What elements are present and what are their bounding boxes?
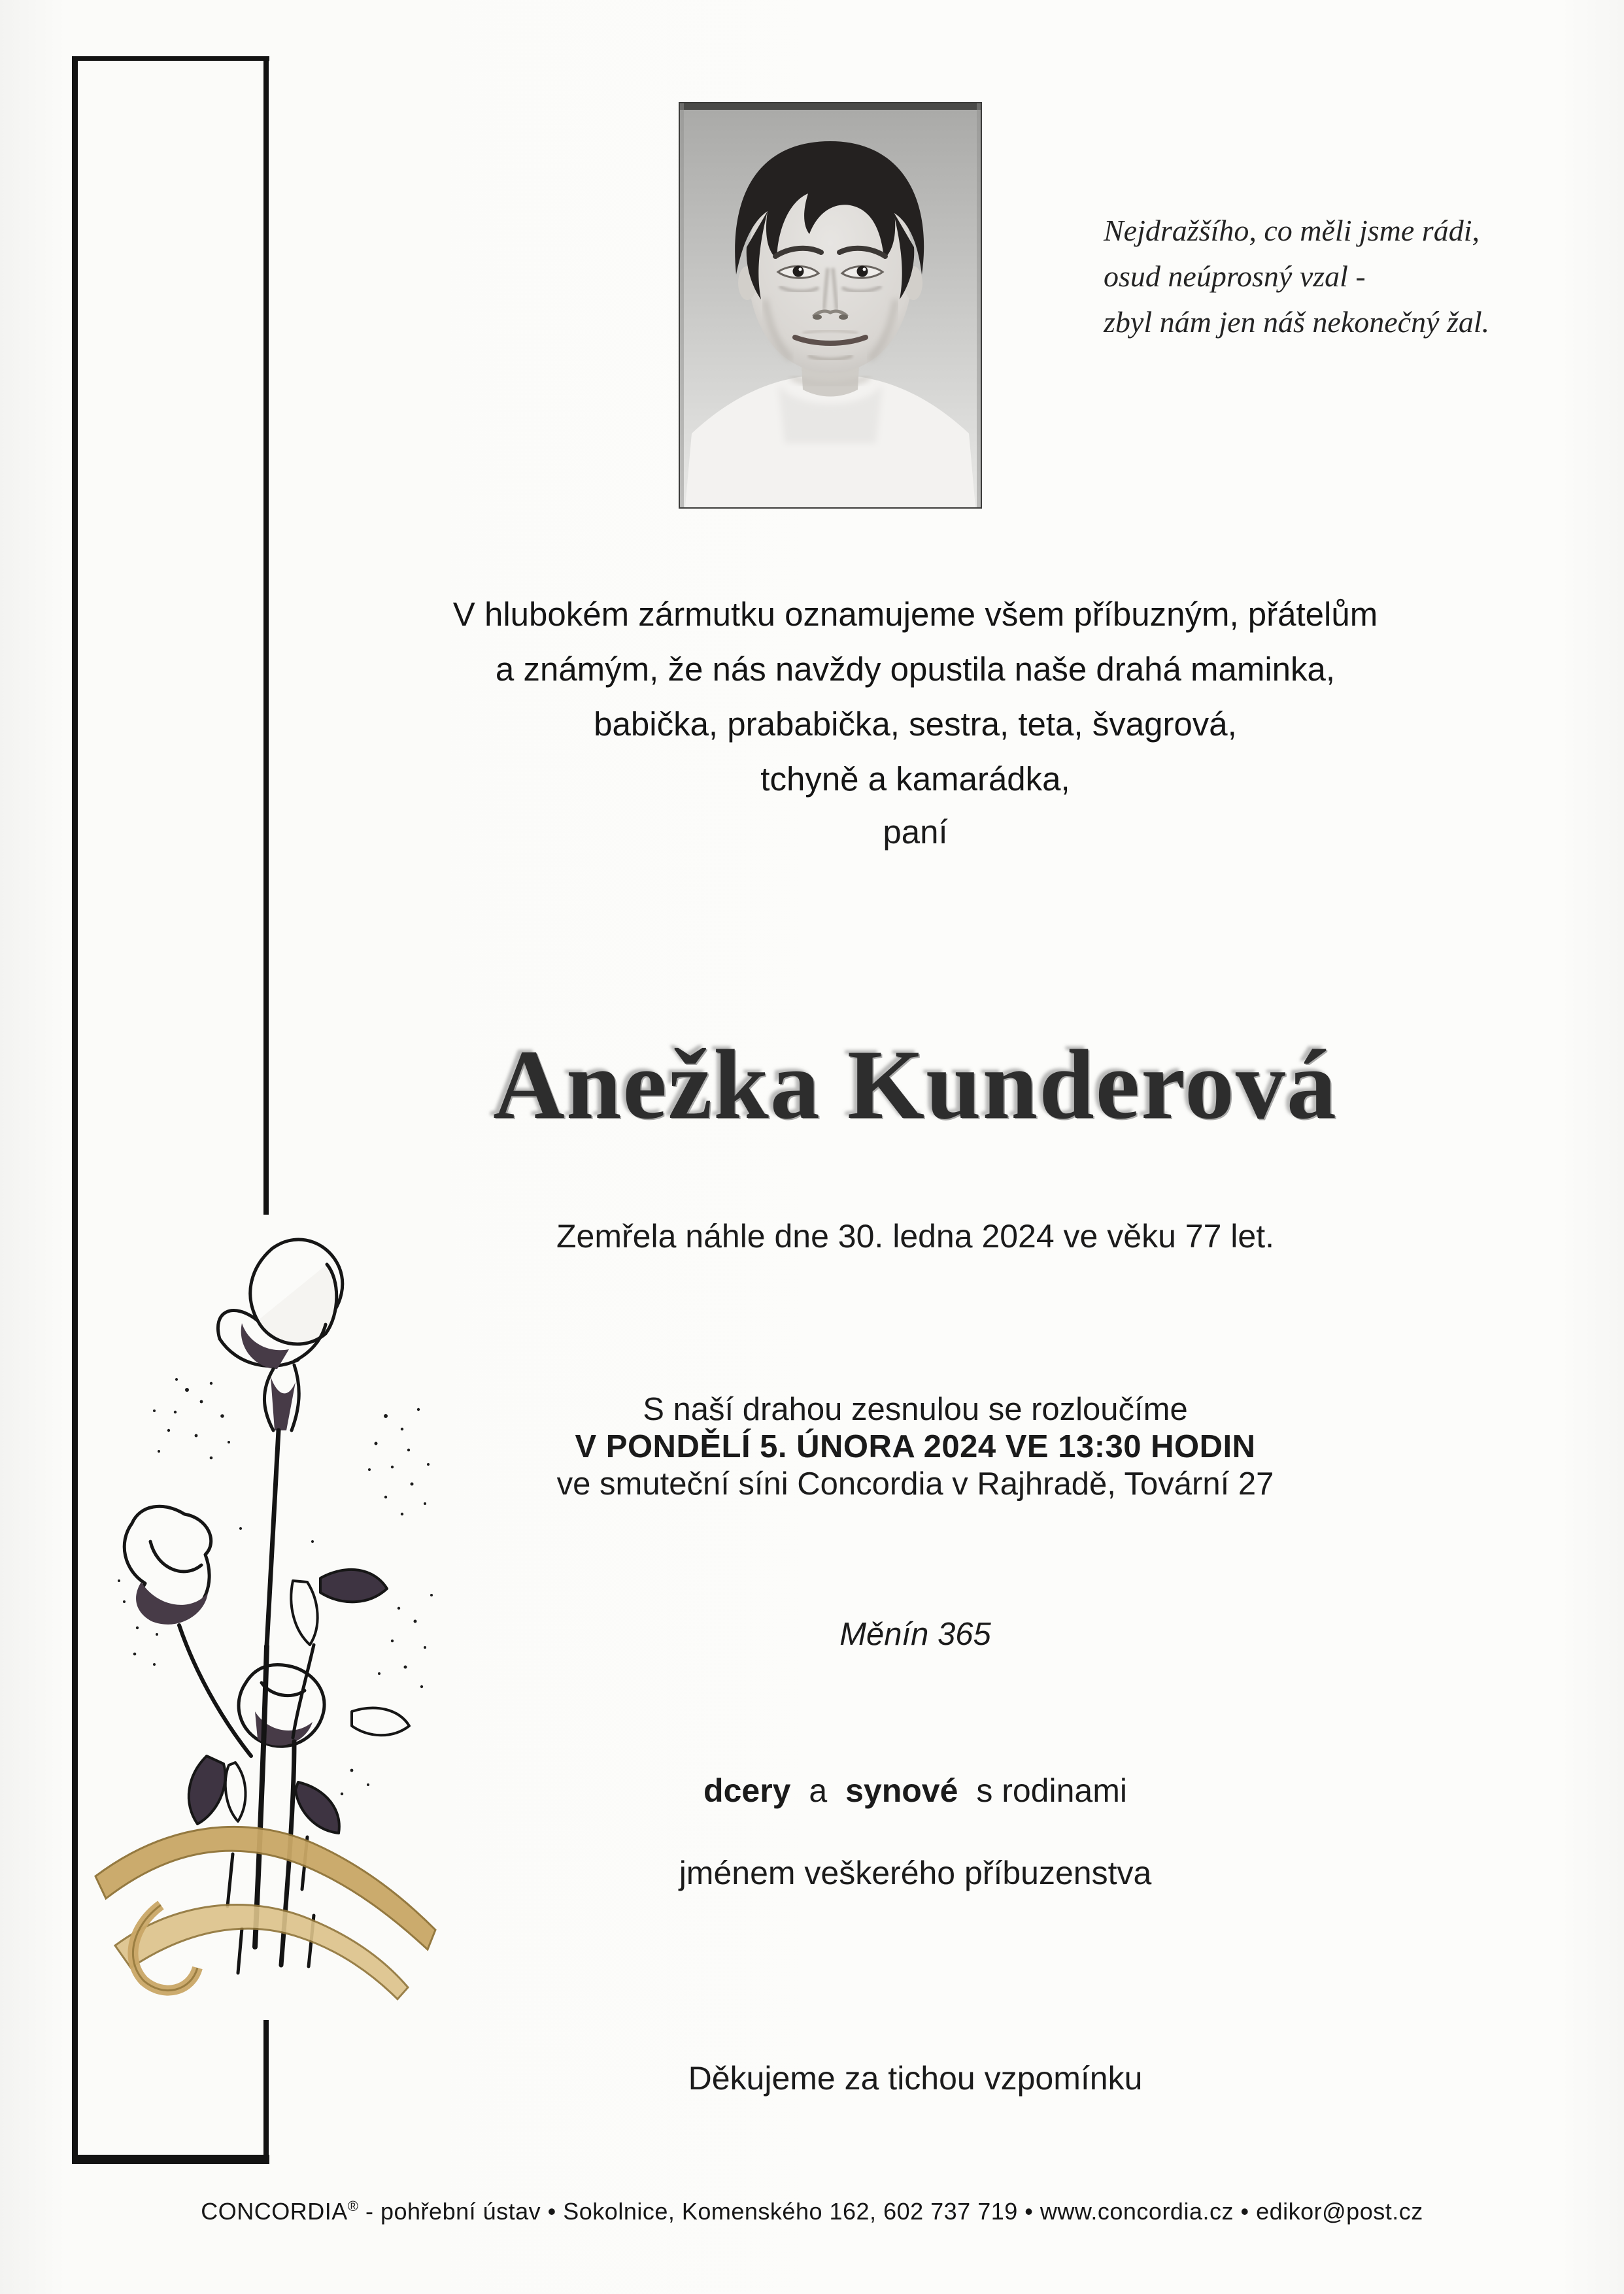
flower-illustration	[77, 1215, 453, 2002]
poem-line: osud neúprosný vzal -	[1104, 260, 1366, 293]
funeral-home-contact: - pohřební ústav • Sokolnice, Komenského 162, 602 737 719 • www.concordia.cz • edikor@post.cz	[358, 2198, 1423, 2225]
announcement-line: tchyně a kamarádka,	[760, 760, 1070, 798]
funeral-intro-line: S naší drahou zesnulou se rozloučíme	[643, 1392, 1188, 1427]
poem-line: Nejdražšího, co měli jsme rádi,	[1104, 214, 1480, 247]
rose-bottom	[239, 1664, 324, 1746]
deceased-name: Anežka Kunderová	[493, 1030, 1338, 1139]
announcement-line: V hlubokém zármutku oznamujeme všem příbuzným, přátelům	[452, 596, 1378, 633]
mourners-daughters: dcery	[703, 1772, 791, 1809]
announcement-text	[196, 587, 1624, 807]
frame-top-border	[72, 56, 269, 61]
mourners-sons: synové	[845, 1772, 958, 1809]
roses-icon	[77, 1215, 453, 2002]
funeral-home-footer	[0, 2198, 1624, 2225]
poem-line: zbyl nám jen náš nekonečný žal.	[1104, 305, 1490, 339]
memorial-poem	[1104, 208, 1561, 345]
funeral-home-brand: CONCORDIA	[201, 2198, 348, 2225]
relatives-line: jménem veškerého příbuzenstva	[679, 1855, 1152, 1891]
mourners-families: s rodinami	[976, 1772, 1127, 1809]
thanks-line: Děkujeme za tichou vzpomínku	[688, 2060, 1143, 2097]
mourners-conjunction: a	[809, 1772, 828, 1809]
death-date-line: Zemřela náhle dne 30. ledna 2024 ve věku 77 let.	[556, 1218, 1274, 1255]
home-address: Měnín 365	[839, 1617, 991, 1652]
frame-bottom-border	[72, 2155, 269, 2164]
funeral-datetime-line: V PONDĚLÍ 5. ÚNORA 2024 VE 13:30 HODIN	[575, 1429, 1256, 1464]
salutation: paní	[883, 813, 948, 851]
portrait-photo	[680, 103, 981, 507]
registered-trademark-icon: ®	[347, 2198, 359, 2214]
announcement-line: a známým, že nás navždy opustila naše drahá maminka,	[495, 650, 1336, 688]
funeral-place-line: ve smuteční síni Concordia v Rajhradě, Tovární 27	[556, 1466, 1274, 1502]
announcement-line: babička, prababička, sestra, teta, švagrová,	[594, 705, 1237, 743]
